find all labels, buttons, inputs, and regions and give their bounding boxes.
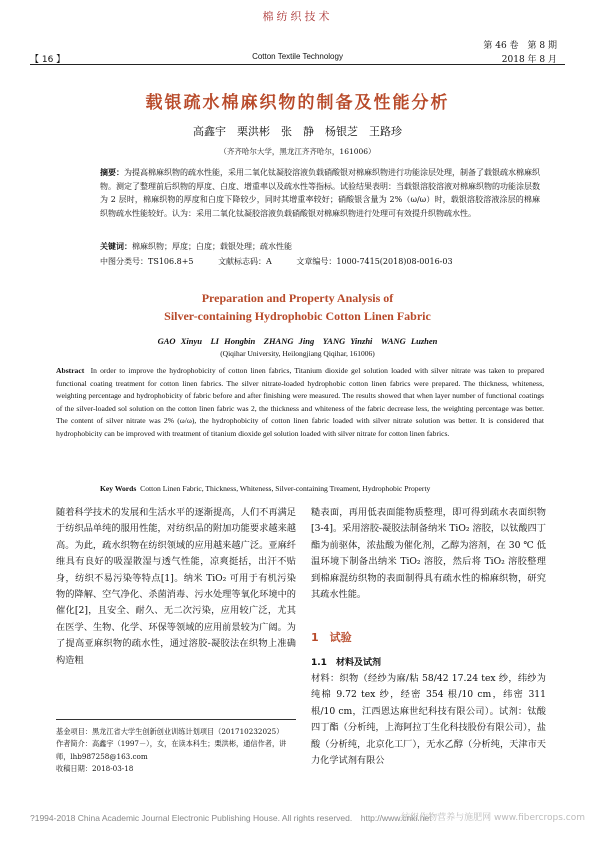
affiliation-en: (Qiqihar University, Heilongjiang Qiqihar, 161006): [220, 349, 375, 358]
body-left-column: 随着科学技术的发展和生活水平的逐渐提高，人们不再满足于纺织品单纯的服用性能，对纺织品的附加功能要求越来越高。为此，疏水织物在纺织领域的应用越来越广泛。亚麻纤维具有良好的吸湿散湿与透气性能，凉爽挺括，出汗不贴身，纺织不易污染等特点[1]。纳米 TiO₂ 可用于有机污染物的降解、空气净化、杀菌消毒、污水处理等氧化环境中的催化[2]，且安全、耐久、无二次污染，应用较广泛，尤其在医学、生物、化学、环保等领域的应用前景较为广阔。为了提高亚麻织物的疏水性，通过溶胶-凝胶法在织物上准确构造粗: [56, 507, 296, 666]
journal-volume: 第 46 卷 第 8 期: [483, 41, 557, 51]
abstract-en-text: In order to improve the hydrophobicity of cotton linen fabrics, Titanium dioxide gel solution loaded with silver nitrate was taken to prepared functional coating treatment for cotton linen fabrics. The silver nitrate-loaded hydrophobic cotton linen fabrics were prepared. The thickness, whiteness, weighting percentage and hydrophobicity of fabric before and after finishing were measured. The results showed that when layer number of functional coatings of the silver-loaded sol solution on the cotton linen fabric was 2, the thickness and whiteness of the fabric decrease less, the weighting percentage was better. The content of silver nitrate was 2% (ω/ω), the hydrophobicity of cotton linen fabric loaded with silver nitrate solution was better. It is considered that hydrophobicity can be improved with treatment of titanium dioxide gel solution loaded with silver nitrate for cotton linen fabrics.: [56, 366, 544, 438]
abstract-cn: [100, 166, 540, 220]
abstract-en: [56, 365, 544, 440]
authors-en: GAO Xinyu LI Hongbin ZHANG Jing YANG Yinzhi WANG Luzhen: [157, 336, 438, 346]
abstract-cn-label: 摘要：: [100, 168, 124, 177]
author-note: 作者简介：高鑫宇（1997－），女，在读本科生；栗洪彬，通信作者，讲师，lhb987258@163.com: [56, 739, 287, 761]
page-number: 【 16 】: [30, 55, 66, 65]
keywords-cn-text: 棉麻织物；厚度；白度；载银处理；疏水性能: [132, 242, 292, 251]
subsection-heading: 1.1 材料及试剂: [311, 658, 381, 668]
keywords-en: [100, 484, 430, 493]
article-number: 文章编号：1000-7415(2018)08-0016-03: [296, 257, 453, 266]
section-heading: 1 试验: [311, 631, 352, 644]
abstract-cn-text: 为提高棉麻织物的疏水性能，采用二氧化钛凝胶溶液负载硝酸银对棉麻织物进行功能涂层处理，制备了载银疏水棉麻织物。测定了整理前后织物的厚度、白度、增重率以及疏水性等指标。试验结果表明：当载银溶胶溶液对棉麻织物的功能涂层数为 2 层时，棉麻织物的厚度和白度下降较少，同时其增重率较好；硝酸银含量为 2%（ω/ω）时，载银溶胶溶液涂层的棉麻织物疏水性能较好。认为：采用二氧化钛凝胶溶液负载硝酸银对棉麻织物进行处理可有效提升织物疏水性。: [100, 168, 540, 218]
keywords-cn: [100, 241, 292, 252]
authors-cn: 高鑫宇 栗洪彬 张 静 杨银芝 王路珍: [193, 125, 402, 138]
received-date: 收稿日期：2018-03-18: [56, 764, 134, 774]
abstract-en-label: Abstract: [56, 366, 85, 375]
clc-number: 中图分类号：TS106.8+5: [100, 257, 194, 266]
keywords-cn-label: 关键词：: [100, 242, 132, 251]
paper-title-cn: 载银疏水棉麻织物的制备及性能分析: [145, 93, 450, 113]
site-watermark: 纺织作物营养与施肥网 www.fibercrops.com: [401, 813, 585, 823]
journal-name-en: Cotton Textile Technology: [252, 52, 343, 61]
paper-title-en: [0, 289, 595, 325]
fund-note: 基金项目：黑龙江省大学生创新创业训练计划项目（201710232025）: [56, 727, 284, 736]
footnote: [56, 726, 296, 776]
paper-title-en-line1: Preparation and Property Analysis of: [201, 291, 394, 305]
paper-title-en-line2: Silver-containing Hydrophobic Cotton Linen Fabric: [164, 309, 431, 323]
header-rule: [30, 64, 565, 65]
keywords-en-text: Cotton Linen Fabric, Thickness, Whiteness, Silver-containing Treament, Hydrophobic Property: [140, 484, 431, 493]
classification-row: [100, 256, 540, 267]
materials-paragraph: 材料：织物（经纱为麻/粘 58/42 17.24 tex 纱，纬纱为纯棉 9.72 tex 纱，经密 354 根/10 cm，纬密 311 根/10 cm，江西恩达麻世纪科技有限公司）。试剂：钛酸四丁酯（分析纯，上海阿拉丁生化科技股份有限公司），盐酸（分析纯，北京化工厂），无水乙醇（分析纯，天津市天力化学试剂有限公: [311, 673, 546, 767]
keywords-en-label: Key Words: [100, 484, 137, 493]
body-right-column: 糙表面，再用低表面能物质整理，即可得到疏水表面织物[3-4]。采用溶胶-凝胶法制备纳米 TiO₂ 溶胶，以钛酸四丁酯为前驱体，浓盐酸为催化剂，乙醇为溶剂，在 30 ℃ 低温环境下制备出纳米 TiO₂ 溶胶，然后将 TiO₂ 溶胶整理到棉麻混纺织物的表面制得具有疏水性的棉麻织物，研究其疏水性能。: [311, 507, 546, 601]
footnote-rule: [56, 719, 296, 720]
journal-name-cn: 棉纺织技术: [262, 10, 333, 23]
document-code: 文献标志码：A: [218, 257, 272, 266]
affiliation-cn: （齐齐哈尔大学，黑龙江齐齐哈尔，161006）: [219, 147, 376, 156]
copyright-footer: ?1994-2018 China Academic Journal Electronic Publishing House. All rights reserved. http://www.cnki.net: [30, 813, 432, 823]
journal-date: 2018 年 8 月: [501, 55, 557, 65]
